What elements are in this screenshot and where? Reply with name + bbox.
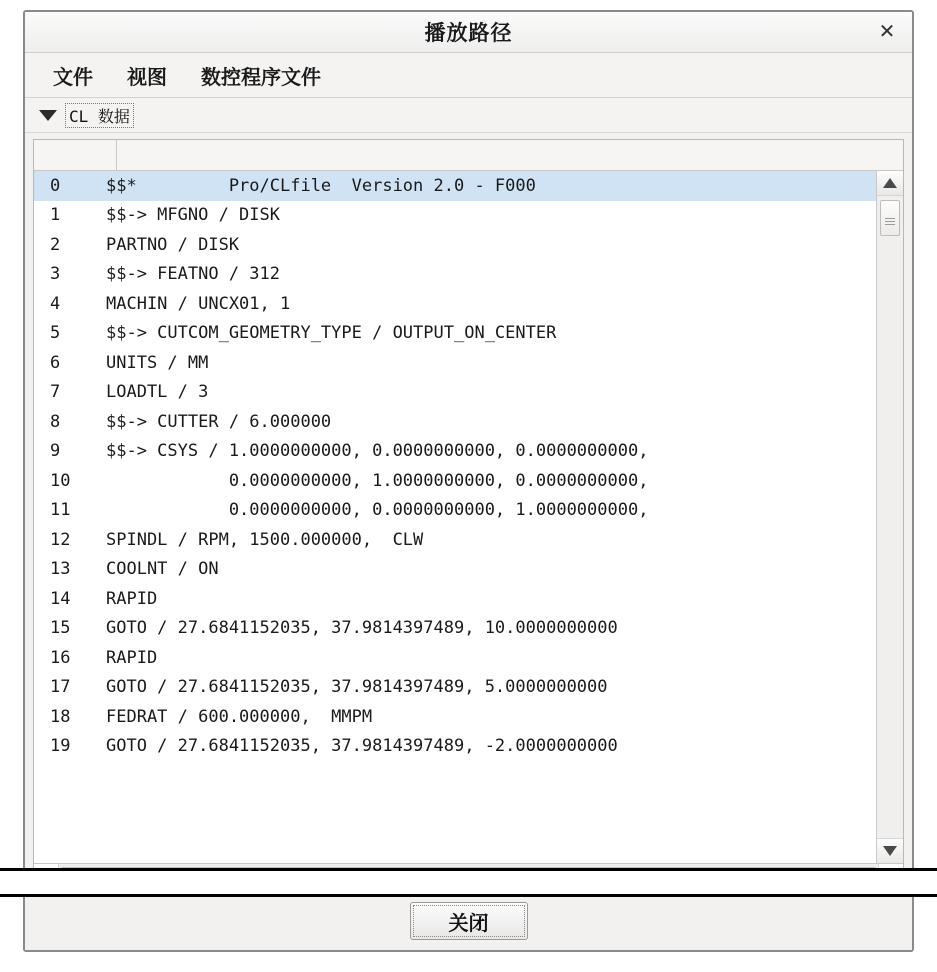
row-index: 18 [50,706,71,727]
row-text: LOADTL / 3 [106,382,209,403]
row-index: 15 [50,618,71,639]
row-text: $$-> CUTTER / 6.000000 [106,411,332,432]
row-text: UNITS / MM [106,352,209,373]
row-text: 0.0000000000, 0.0000000000, 1.0000000000, [106,500,649,521]
row-index: 0 [50,175,61,196]
table-row[interactable] [34,348,876,378]
column-header-content [117,140,903,170]
table-row[interactable] [34,555,876,585]
row-text: 0.0000000000, 1.0000000000, 0.0000000000, [106,470,649,491]
table-row[interactable] [34,466,876,496]
row-text: $$-> CUTCOM_GEOMETRY_TYPE / OUTPUT_ON_CENTER [106,323,557,344]
table-row[interactable] [34,643,876,673]
row-index: 5 [50,323,61,344]
row-text: GOTO / 27.6841152035, 37.9814397489, -2.0000000000 [106,736,618,757]
table-row[interactable] [34,496,876,526]
table-row[interactable] [34,171,876,201]
row-text: MACHIN / UNCX01, 1 [106,293,291,314]
row-index: 19 [50,736,71,757]
table-row[interactable] [34,289,876,319]
row-index: 9 [50,441,61,462]
row-index: 10 [50,470,71,491]
row-index: 7 [50,382,61,403]
menu-item-view[interactable]: 视图 [127,66,167,89]
row-index: 6 [50,352,61,373]
triangle-down-icon[interactable] [39,110,57,121]
row-index: 3 [50,264,61,285]
table-row[interactable] [34,230,876,260]
table-row[interactable] [34,378,876,408]
row-text: FEDRAT / 600.000000, MMPM [106,706,373,727]
close-icon[interactable]: ✕ [878,21,896,43]
row-index: 16 [50,647,71,668]
scroll-up-arrow-icon[interactable] [877,171,903,196]
row-text: $$-> CSYS / 1.0000000000, 0.0000000000, 0.0000000000, [106,441,649,462]
window-footer [25,891,912,950]
row-text: $$-> FEATNO / 312 [106,264,280,285]
row-text: PARTNO / DISK [106,234,240,255]
table-row[interactable] [34,319,876,349]
table-row[interactable] [34,614,876,644]
row-index: 14 [50,588,71,609]
column-header-index [34,140,117,170]
vertical-scrollbar[interactable] [876,171,903,863]
row-index: 2 [50,234,61,255]
row-text: SPINDL / RPM, 1500.000000, CLW [106,529,424,550]
window-title: 播放路径 [424,22,513,45]
cl-data-label: CL 数据 [65,103,134,128]
row-index: 12 [50,529,71,550]
table-row[interactable] [34,584,876,614]
menubar [25,53,912,98]
row-text: $$-> MFGNO / DISK [106,205,280,226]
table-row[interactable] [34,201,876,231]
menu-item-file[interactable]: 文件 [53,66,93,89]
cl-data-rows[interactable] [34,171,876,863]
menu-item-nc-program-file[interactable]: 数控程序文件 [201,66,321,89]
row-text: $$* Pro/CLfile Version 2.0 - F000 [106,175,536,196]
vertical-scrollbar-thumb[interactable] [880,200,900,236]
row-index: 1 [50,205,61,226]
row-index: 4 [50,293,61,314]
cl-data-tree-header[interactable] [25,98,912,133]
row-index: 17 [50,677,71,698]
list-area [34,171,903,863]
table-row[interactable] [34,525,876,555]
table-column-header [34,140,903,171]
scroll-down-arrow-icon[interactable] [877,838,903,863]
close-button[interactable]: 关闭 [410,902,528,940]
row-text: RAPID [106,588,158,609]
cl-data-panel [33,139,904,891]
table-row[interactable] [34,673,876,703]
separator-line-bottom [0,894,937,897]
play-path-window [23,10,914,952]
row-index: 11 [50,500,71,521]
table-row[interactable] [34,732,876,762]
table-row[interactable] [34,702,876,732]
separator-fill [0,871,937,894]
separator-line-top [0,868,937,871]
table-row[interactable] [34,407,876,437]
row-text: COOLNT / ON [106,559,219,580]
row-text: GOTO / 27.6841152035, 37.9814397489, 10.0000000000 [106,618,618,639]
table-row[interactable] [34,260,876,290]
window-titlebar [25,12,912,53]
row-index: 13 [50,559,71,580]
row-text: RAPID [106,647,158,668]
row-index: 8 [50,411,61,432]
table-row[interactable] [34,437,876,467]
row-text: GOTO / 27.6841152035, 37.9814397489, 5.0000000000 [106,677,608,698]
